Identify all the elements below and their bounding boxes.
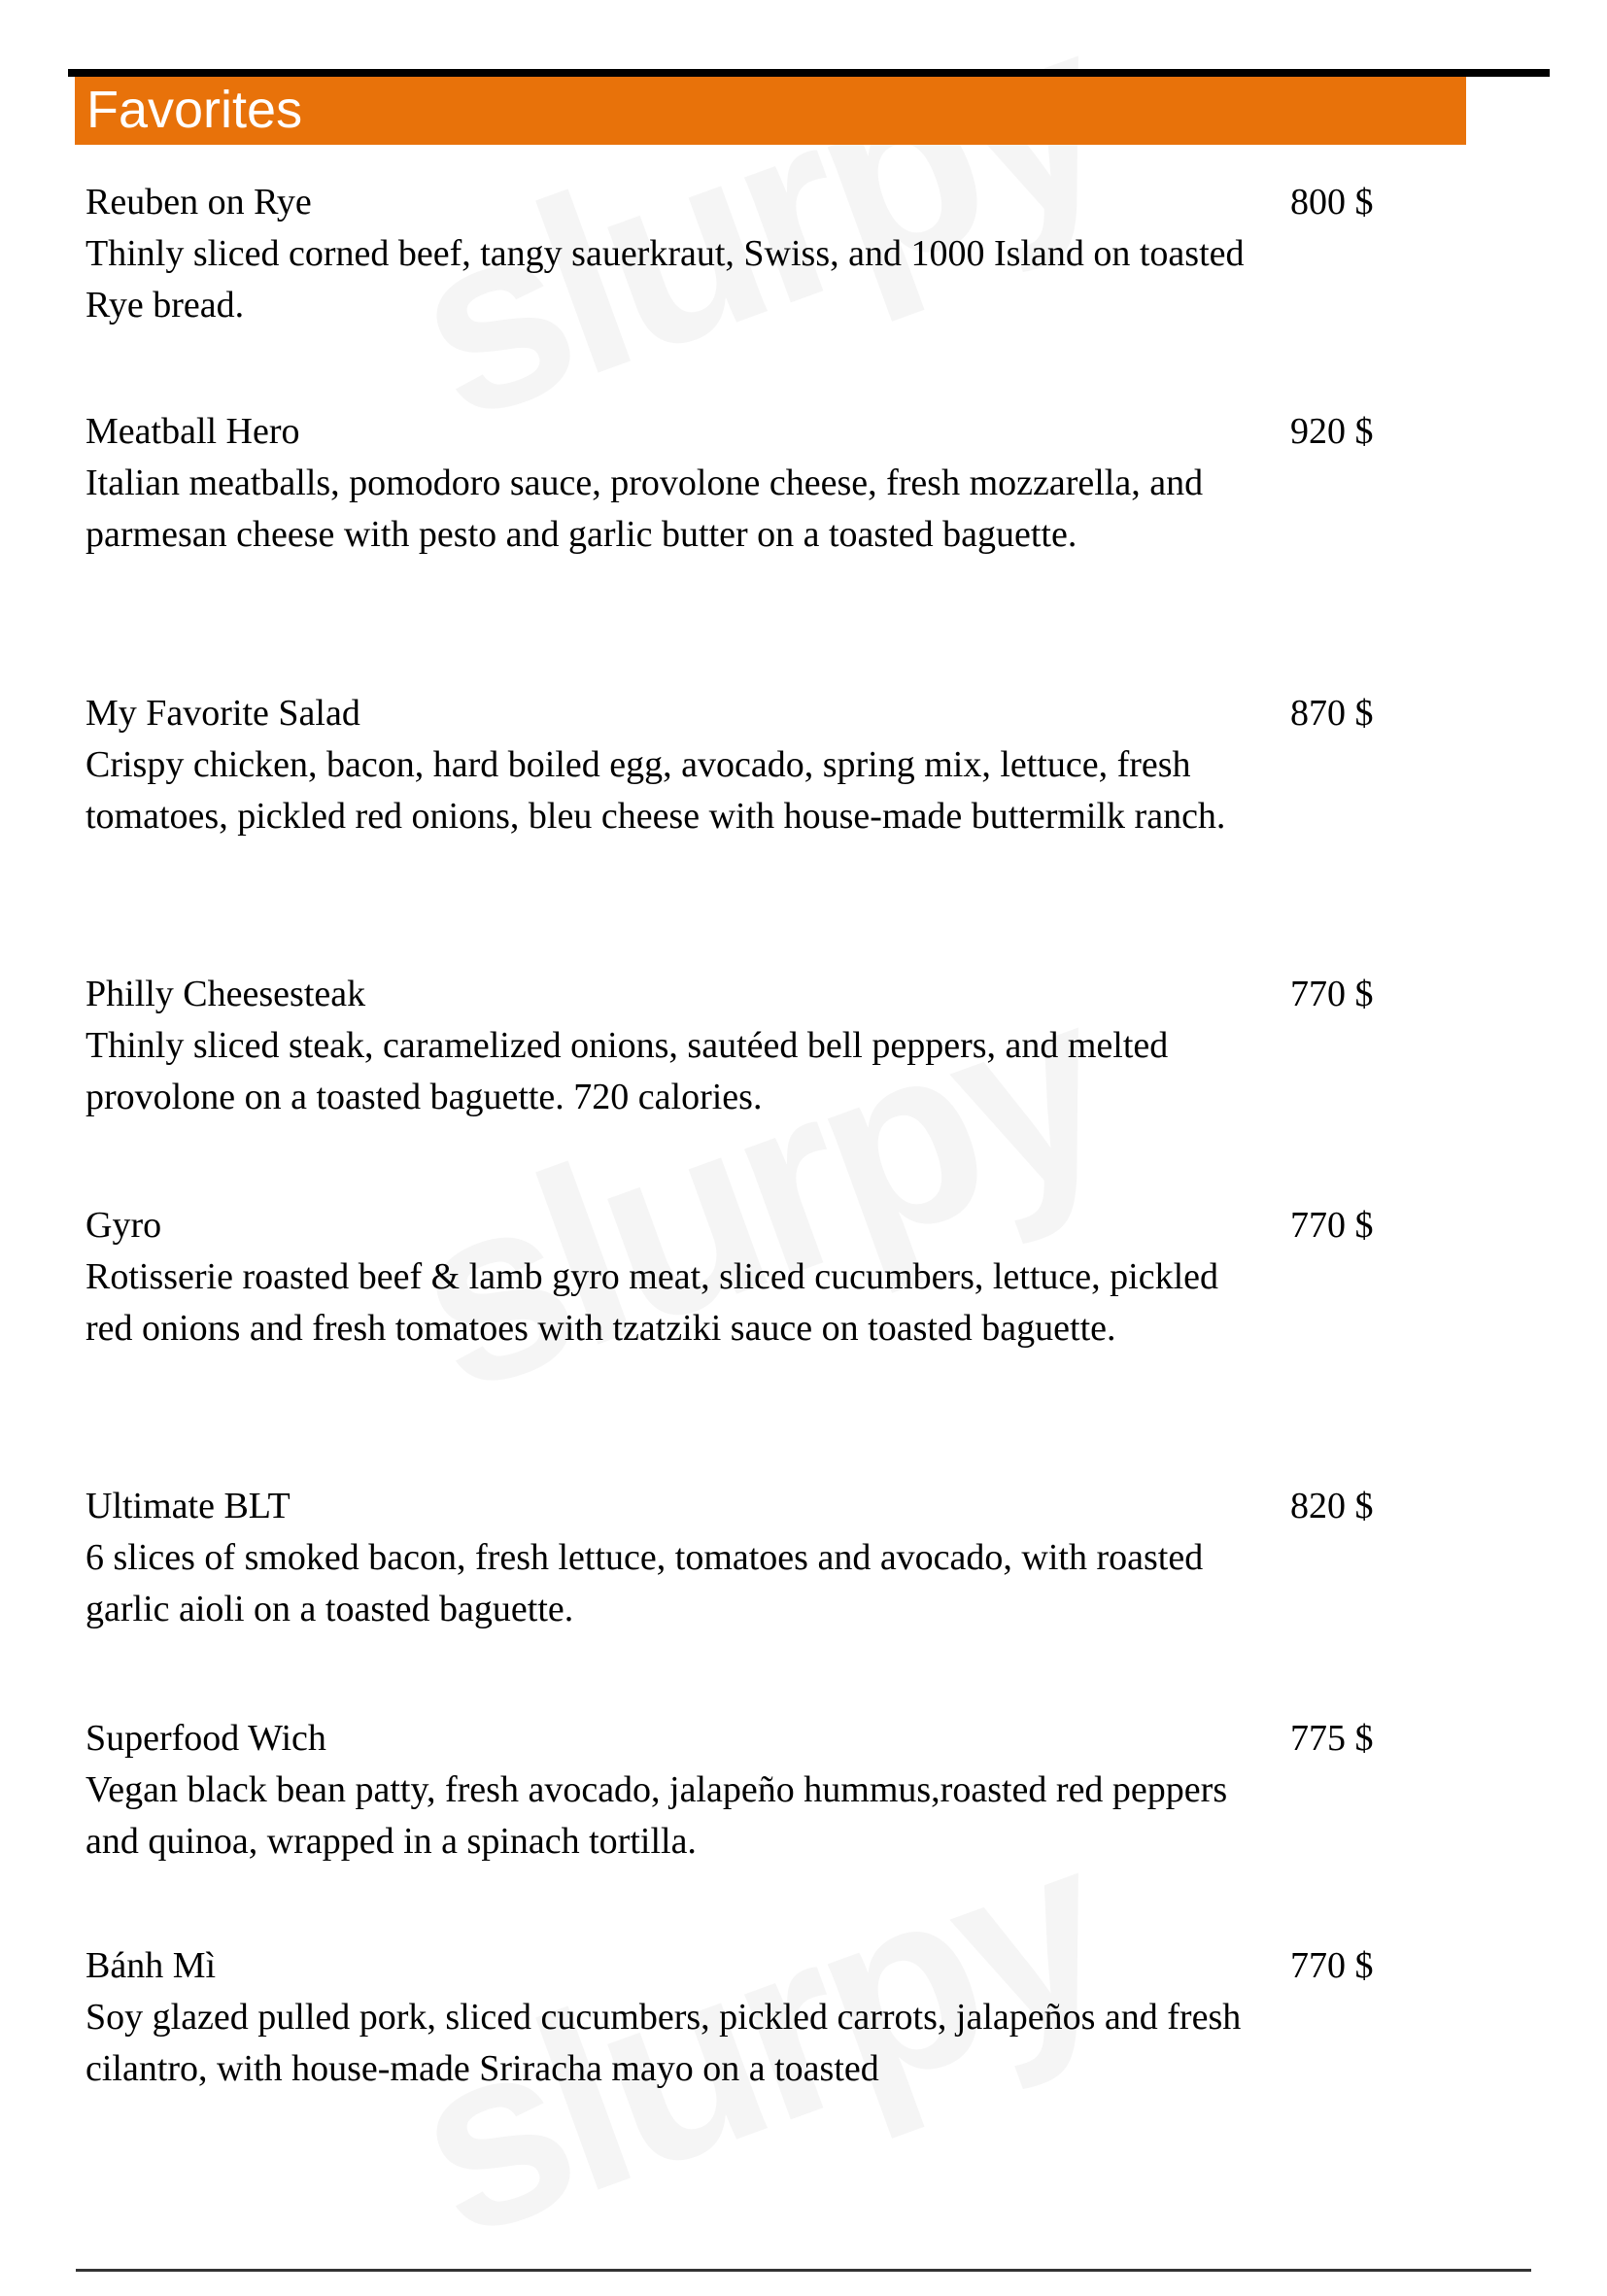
item-price: 820 $: [1290, 1486, 1374, 1526]
item-name: Superfood Wich: [85, 1718, 326, 1759]
item-description: Soy glazed pulled pork, sliced cucumbers, pickled carrots, jalapeños and fresh cilantro, with house-made Sriracha mayo on a toasted: [85, 1997, 1242, 2089]
item-description: Thinly sliced steak, caramelized onions, sautéed bell peppers, and melted provolone on a toasted baguette. 720 calories.: [85, 1025, 1169, 1117]
item-description: Rotisserie roasted beef & lamb gyro meat, sliced cucumbers, lettuce, pickled red onions and fresh tomatoes with tzatziki sauce on toasted baguette.: [85, 1256, 1218, 1349]
item-name: Reuben on Rye: [85, 182, 312, 223]
section-header: [75, 77, 1466, 145]
item-price: 775 $: [1290, 1718, 1374, 1759]
item-description: Italian meatballs, pomodoro sauce, provolone cheese, fresh mozzarella, and parmesan cheese with pesto and garlic butter on a toasted baguette.: [85, 463, 1204, 555]
menu-item: [85, 1481, 1485, 1635]
item-description: 6 slices of smoked bacon, fresh lettuce, tomatoes and avocado, with roasted garlic aioli on a toasted baguette.: [85, 1537, 1204, 1629]
item-price: 870 $: [1290, 693, 1374, 734]
menu-item: [85, 969, 1485, 1123]
item-name: Bánh Mì: [85, 1945, 217, 1986]
menu-item: [85, 406, 1485, 561]
item-price: 920 $: [1290, 411, 1374, 452]
item-description: Thinly sliced corned beef, tangy sauerkraut, Swiss, and 1000 Island on toasted Rye bread.: [85, 233, 1245, 326]
section-title: Favorites: [86, 81, 303, 139]
menu-item: [85, 688, 1485, 842]
bottom-divider: [76, 2269, 1531, 2272]
item-price: 770 $: [1290, 974, 1374, 1014]
top-divider: [68, 69, 1550, 77]
item-name: Ultimate BLT: [85, 1486, 291, 1526]
item-name: Gyro: [85, 1205, 162, 1246]
item-price: 770 $: [1290, 1205, 1374, 1246]
menu-item: [85, 177, 1485, 331]
menu-item: [85, 1200, 1485, 1354]
item-price: 800 $: [1290, 182, 1374, 223]
item-description: Crispy chicken, bacon, hard boiled egg, avocado, spring mix, lettuce, fresh tomatoes, pickled red onions, bleu cheese with house-made buttermilk ranch.: [85, 744, 1226, 837]
item-name: Philly Cheesesteak: [85, 974, 366, 1014]
menu-item: [85, 1713, 1485, 1868]
item-name: Meatball Hero: [85, 411, 300, 452]
item-description: Vegan black bean patty, fresh avocado, jalapeño hummus,roasted red peppers and quinoa, wrapped in a spinach tortilla.: [85, 1769, 1228, 1862]
item-name: My Favorite Salad: [85, 693, 360, 734]
item-price: 770 $: [1290, 1945, 1374, 1986]
menu-item: [85, 1940, 1485, 2095]
